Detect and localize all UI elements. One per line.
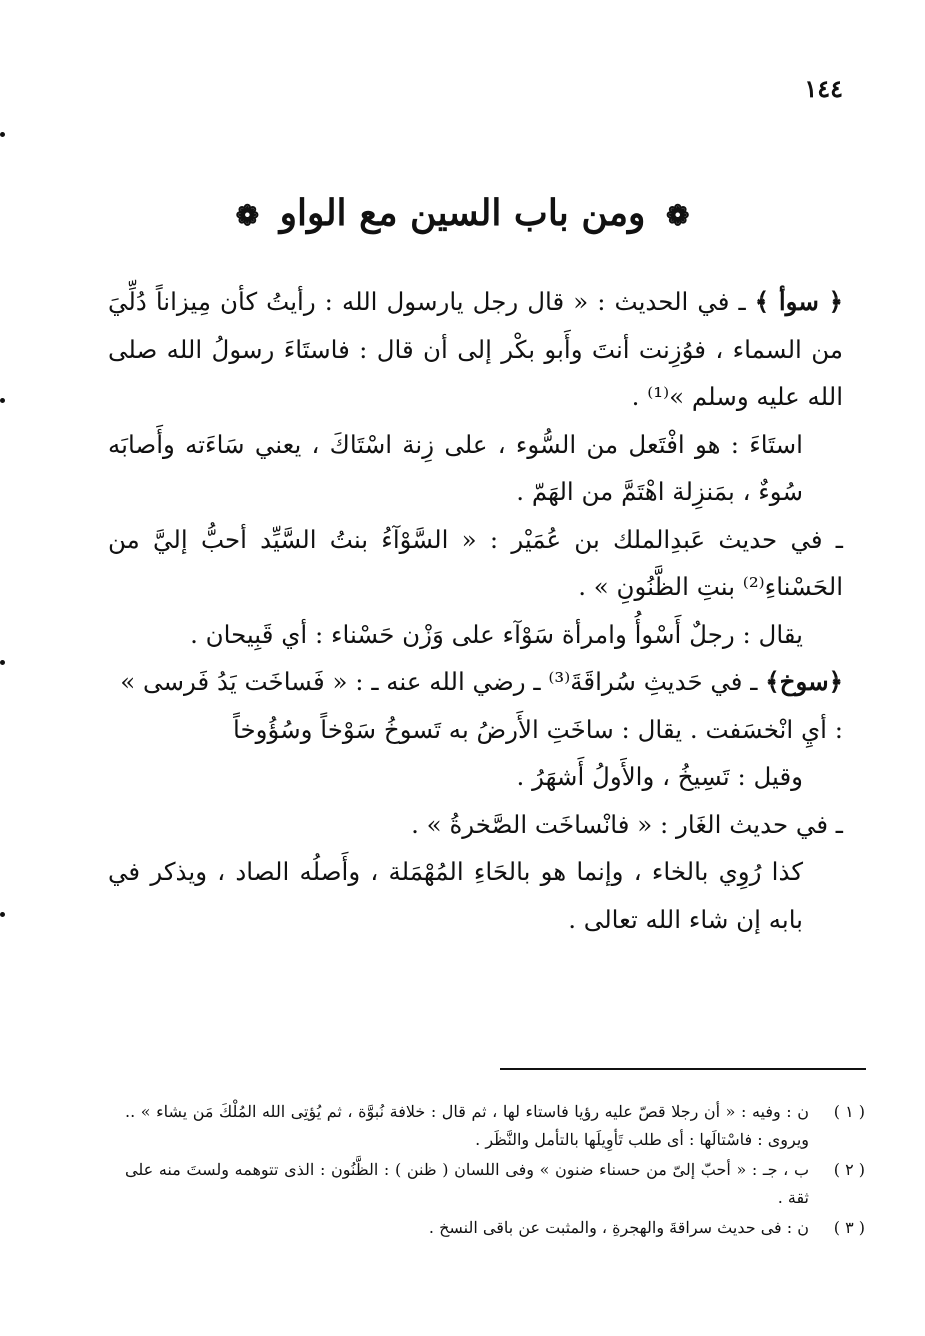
- footnote-number: ( ١ ): [833, 1102, 865, 1121]
- entry-paragraph: : أيِ انْخسَفت . يقال : ساخَتِ الأَرضُ به تَسوخُ سَوْخاً وسُؤُوخاً: [233, 714, 843, 744]
- footnote-text: ن : وفيه : « أن رجلا قصّ عليه رؤيا فاستاء لها ، ثم قال : خلافة نُبوَّة ، ثم يُؤتِى الله المُلْكَ مَن يشاء » .. ويروى : فاسْتالَها : أى طلب تَأوِيلَها بالتأمل والنَّظَر .: [125, 1102, 809, 1149]
- entry-sawkh: [108, 658, 843, 706]
- scan-mark: [0, 660, 5, 665]
- body-text: [108, 278, 843, 943]
- entry-paragraph: يقال : رجلٌ أَسْوأُ وامرأة سَوْآء على وَزْن حَسْناء : أي قَبِيحان .: [190, 619, 803, 649]
- footnote-text: ن : فى حديث سراقةَ والهجرةِ ، والمثبت عن باقى النسخ .: [428, 1218, 809, 1237]
- footnote-text: ب ، جـ : « أحبّ إلىّ من حسناء ضنون » وفى اللسان ( ظنن ) : الظَّنُون : الذى تتوهمه ولستَ منه على ثقة .: [125, 1160, 810, 1207]
- entry-text: ـ في حَديثِ سُراقَةَ⁽³⁾ ـ رضي الله عنه ـ : « فَساخَت يَدُ فَرسى »: [120, 667, 758, 696]
- footnote-number: ( ٣ ): [833, 1218, 865, 1237]
- ornament-left-icon: ❁: [235, 199, 260, 232]
- chapter-title: [100, 188, 825, 241]
- entry-paragraph: وقيل : تَسِيخُ ، والأَولُ أَشهَرُ .: [516, 762, 803, 791]
- footnotes: [125, 1098, 865, 1244]
- entry-paragraph: ـ في حديث عَبدِالملك بن عُمَيْر : « السَّوْآءُ بنتُ السَّيِّد أحبُّ إليَّ من الحَسْناءِ⁽²⁾ بنتِ الظَّنُونِ » .: [108, 524, 843, 601]
- ornament-right-icon: ❁: [665, 199, 690, 232]
- entry-paragraph: استَاءَ : هو افْتَعل من السُّوء ، على زِنة اسْتَاكَ ، يعني سَاءَته وأَصابَه سُوءٌ ، بمَنزِلة اهْتَمَّ من الهَمّ .: [108, 429, 803, 506]
- entry-headword: ﴿سوخ﴾: [765, 667, 843, 696]
- scan-mark: [0, 132, 5, 137]
- page-number: ١٤٤: [804, 74, 843, 103]
- entry-headword: ﴿ سوأ ﴾: [754, 287, 843, 316]
- footnote-number: ( ٢ ): [833, 1160, 865, 1179]
- footnote: [125, 1156, 865, 1212]
- footnote-separator: [500, 1068, 866, 1070]
- entry-sawa: [108, 278, 843, 421]
- entry-paragraph: كذا رُوِي بالخاء ، وإنما هو بالحَاءِ المُهْمَلة ، وأَصلُه الصاد ، ويذكر في بابه إن شاء الله تعالى .: [108, 857, 803, 934]
- footnote: [125, 1214, 865, 1242]
- entry-text: ـ في الحديث : « قال رجل يارسول الله : رأيتُ كأن مِيزاناً دُلِّيَ من السماء ، فوُزِنت أنتَ وأَبو بكْر إلى أن قال : فاستَاءَ رسولُ الله صلى الله عليه وسلم »⁽¹⁾ .: [108, 287, 843, 411]
- scan-mark: [0, 912, 5, 917]
- scan-mark: [0, 398, 5, 403]
- footnote: [125, 1098, 865, 1154]
- chapter-title-text: ومن باب السين مع الواو: [279, 192, 646, 234]
- entry-paragraph: ـ في حديث الغَار : « فانْساخَت الصَّخرةُ » .: [411, 809, 843, 839]
